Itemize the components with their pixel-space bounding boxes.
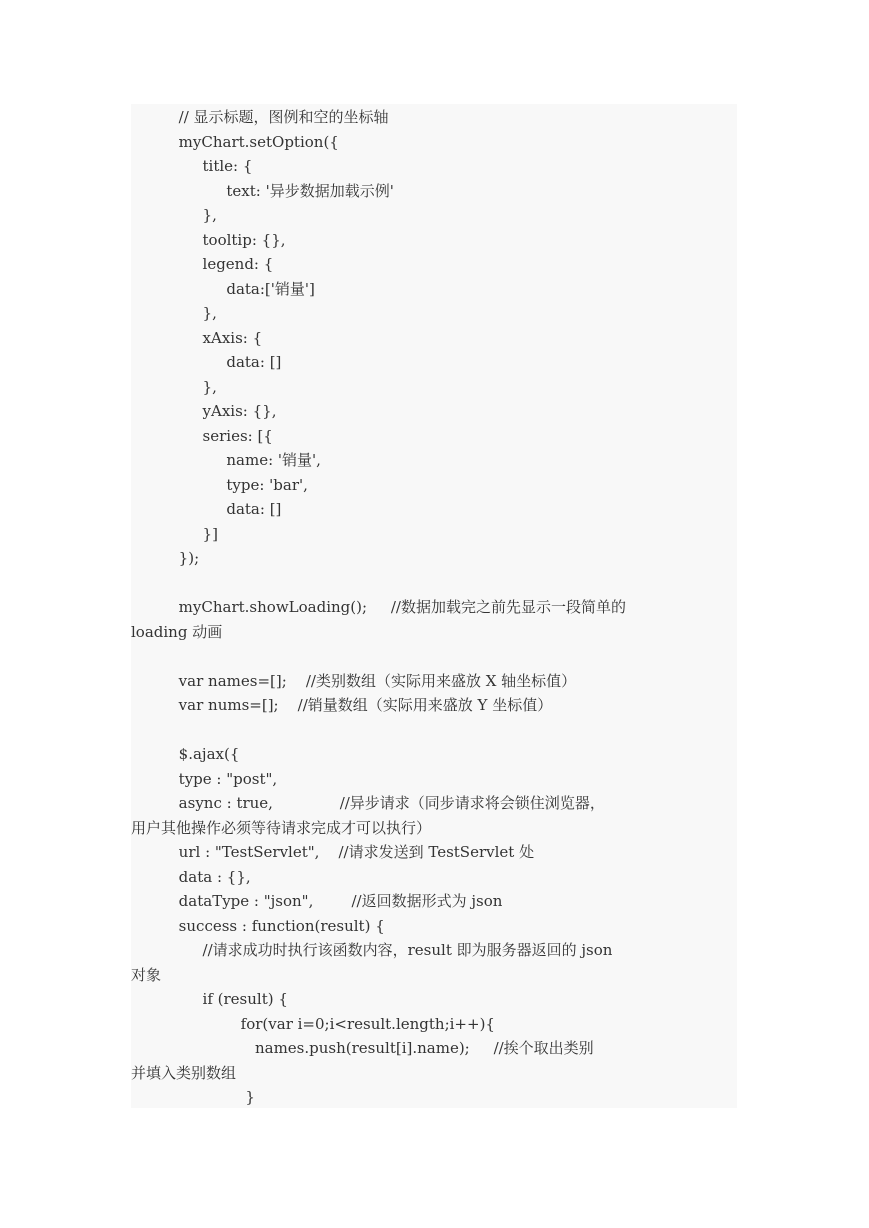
code-line: loading 动画 (131, 622, 223, 641)
code-line: $.ajax({ (131, 745, 240, 763)
code-line: data: [] (131, 500, 282, 518)
code-line: dataType : "json", //返回数据形式为 json (131, 892, 503, 910)
code-line: 对象 (131, 965, 162, 984)
code-line: text: '异步数据加载示例' (131, 181, 394, 200)
code-line: yAxis: {}, (131, 402, 277, 420)
code-line: xAxis: { (131, 328, 263, 347)
code-line: 并填入类别数组 (131, 1063, 237, 1082)
code-line: series: [{ (131, 426, 273, 445)
code-line: myChart.showLoading(); //数据加载完之前先显示一段简单的 (131, 598, 626, 616)
code-line: tooltip: {}, (131, 230, 286, 249)
code-line: data : {}, (131, 867, 251, 886)
code-line: url : "TestServlet", //请求发送到 TestServlet 处 (131, 843, 535, 861)
code-line: for(var i=0;i<result.length;i++){ (131, 1014, 495, 1033)
code-line: myChart.setOption({ (131, 132, 339, 151)
code-line: type: 'bar', (131, 475, 308, 494)
code-line: legend: { (131, 255, 274, 273)
code-line: data: [] (131, 353, 282, 371)
code-line: var nums=[]; //销量数组（实际用来盛放 Y 坐标值） (131, 696, 553, 714)
code-line: }, (131, 206, 217, 224)
code-line: name: '销量', (131, 451, 321, 469)
code-line: 用户其他操作必须等待请求完成才可以执行） (131, 818, 432, 837)
code-line (131, 718, 751, 743)
code-line: title: { (131, 157, 253, 175)
code-listing (131, 105, 751, 1110)
code-line: if (result) { (131, 990, 288, 1008)
code-line: }, (131, 377, 217, 396)
code-line: async : true, //异步请求（同步请求将会锁住浏览器， (131, 794, 605, 812)
code-line: success : function(result) { (131, 916, 385, 935)
code-line: }); (131, 549, 200, 567)
code-line: }, (131, 304, 217, 322)
code-line (131, 644, 751, 669)
code-line: data:['销量'] (131, 279, 315, 298)
code-line: type : "post", (131, 769, 278, 788)
code-line: // 显示标题，图例和空的坐标轴 (131, 108, 389, 126)
code-line: //请求成功时执行该函数内容，result 即为服务器返回的 json (131, 941, 613, 959)
code-line: } (131, 1088, 255, 1106)
code-line: names.push(result[i].name); //挨个取出类别 (131, 1039, 594, 1057)
code-line: }] (131, 524, 218, 543)
code-line (131, 571, 751, 596)
code-line: var names=[]; //类别数组（实际用来盛放 X 轴坐标值） (131, 671, 577, 690)
